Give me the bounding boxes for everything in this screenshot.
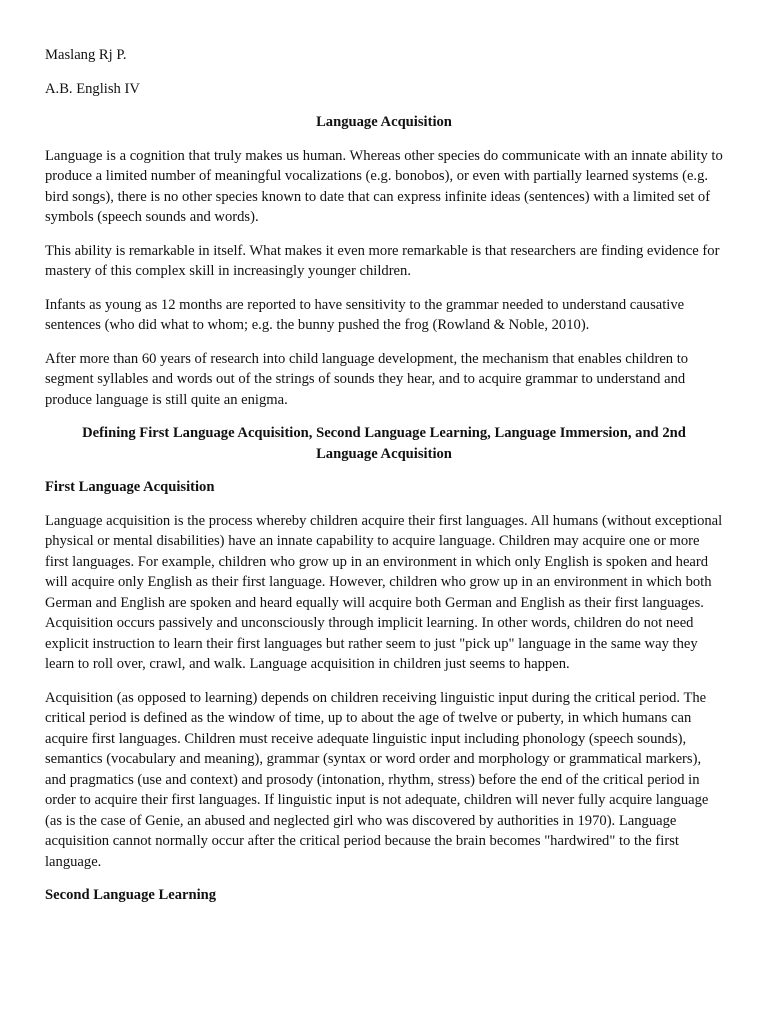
first-language-heading: First Language Acquisition [45, 479, 215, 495]
second-language-heading: Second Language Learning [45, 887, 217, 903]
author-name: Maslang Rj P. [45, 47, 127, 63]
intro-paragraph-3: Infants as young as 12 months are reported to have sensitivity to the grammar needed to understand causative sentences (who did what to whom; e.g. the bunny pushed the frog (Rowland & Noble, 2010). [45, 296, 685, 333]
intro-paragraph-2: This ability is remarkable in itself. What makes it even more remarkable is that researchers are finding evidence for mastery of this complex skill in increasingly younger children. [45, 242, 720, 279]
section-title: Defining First Language Acquisition, Second Language Learning, Language Immersion, and 2nd Language Acquisition [82, 425, 686, 462]
first-language-paragraph-2: Acquisition (as opposed to learning) depends on children receiving linguistic input during the critical period. The critical period is defined as the window of time, up to about the age of twelve or puberty, in which humans can acquire first languages. Children must receive adequate linguistic input including phonology (speech sounds), semantics (vocabulary and meaning), grammar (syntax or word order and morphology or grammatical markers), and pragmatics (use and context) and prosody (intonation, rhythm, stress) before the end of the critical period in order to acquire their first languages. If linguistic input is not adequate, children will never fully acquire language (as is the case of Genie, an abused and neglected girl who was discovered by authorities in 1970). Language acquisition cannot normally occur after the critical period because the brain becomes "hardwired" to the first language. [45, 689, 709, 870]
document-title: Language Acquisition [316, 114, 452, 130]
intro-paragraph-1: Language is a cognition that truly makes us human. Whereas other species do communicate with an innate ability to produce a limited number of meaningful vocalizations (e.g. bonobos), or even with partially learned systems (e.g. bird songs), there is no other species known to date that can express infinite ideas (sentences) with a limited set of symbols (speech sounds and words). [45, 147, 723, 225]
course-name: A.B. English IV [45, 80, 140, 97]
intro-paragraph-4: After more than 60 years of research into child language development, the mechanism that enables children to segment syllables and words out of the strings of sounds they hear, and to acquire grammar to understand and produce language is still quite an enigma. [45, 350, 689, 408]
first-language-paragraph-1: Language acquisition is the process whereby children acquire their first languages. All humans (without exceptional physical or mental disabilities) have an innate capability to acquire language. Children may acquire one or more first languages. For example, children who grow up in an environment in which only English is spoken and heard will acquire only English as their first language. However, children who grow up in an environment in which both German and English are spoken and heard equally will acquire both German and English as their first languages. Acquisition occurs passively and unconsciously through implicit learning. In other words, children do not need explicit instruction to learn their first languages but rather seem to just "pick up" language in the same way they learn to roll over, crawl, and walk. Language acquisition in children just seems to happen. [45, 512, 723, 672]
